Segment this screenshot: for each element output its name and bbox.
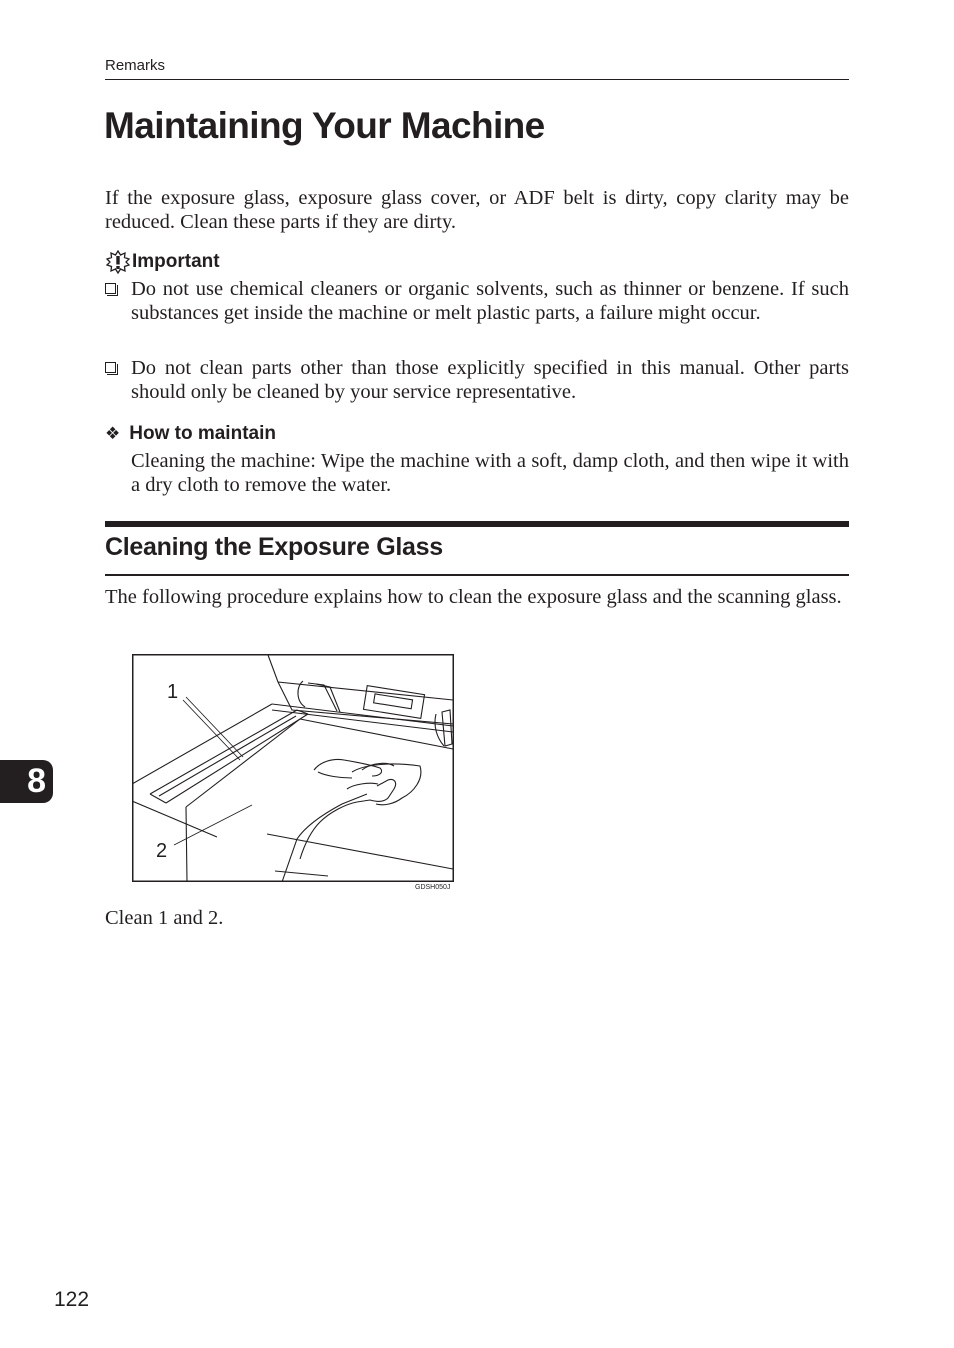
how-to-text: Cleaning the machine: Wipe the machine with a soft, damp cloth, and then wipe it with a dry cloth to remove the water. bbox=[131, 450, 849, 497]
section-rule-bottom bbox=[105, 574, 849, 576]
important-heading bbox=[105, 250, 220, 274]
page-number: 122 bbox=[54, 1288, 90, 1311]
how-to-heading bbox=[105, 423, 276, 445]
chapter-tab-number: 8 bbox=[27, 762, 46, 800]
header-rule bbox=[105, 79, 849, 80]
important-item-text: Do not clean parts other than those explicitly specified in this manual. Other parts should only be cleaned by your service representative. bbox=[131, 357, 849, 404]
important-item bbox=[105, 277, 849, 326]
figure-caption: Clean 1 and 2. bbox=[105, 907, 224, 929]
section-rule-top bbox=[105, 521, 849, 527]
figure-code: GDSH050J bbox=[415, 884, 451, 891]
exposure-glass-illustration bbox=[132, 654, 454, 882]
callout-2: 2 bbox=[156, 840, 168, 862]
important-item-text: Do not use chemical cleaners or organic solvents, such as thinner or benzene. If such substances get inside the machine or melt plastic parts, a failure might occur. bbox=[131, 278, 849, 325]
intro-paragraph: If the exposure glass, exposure glass cover, or ADF belt is dirty, copy clarity may be reduced. Clean these parts if they are dirty. bbox=[105, 187, 849, 234]
important-item bbox=[105, 356, 849, 405]
section-intro: The following procedure explains how to clean the exposure glass and the scanning glass. bbox=[105, 586, 842, 608]
page-title: Maintaining Your Machine bbox=[104, 105, 545, 146]
diamond-bullet-icon: ❖ bbox=[105, 424, 121, 443]
important-label: Important bbox=[132, 251, 220, 272]
checkbox-bullet-icon bbox=[105, 283, 116, 294]
important-icon bbox=[105, 250, 131, 274]
section-title: Cleaning the Exposure Glass bbox=[105, 533, 443, 561]
checkbox-bullet-icon bbox=[105, 362, 116, 373]
callout-1: 1 bbox=[167, 681, 179, 703]
running-header: Remarks bbox=[105, 57, 166, 74]
how-to-label: How to maintain bbox=[129, 423, 276, 444]
